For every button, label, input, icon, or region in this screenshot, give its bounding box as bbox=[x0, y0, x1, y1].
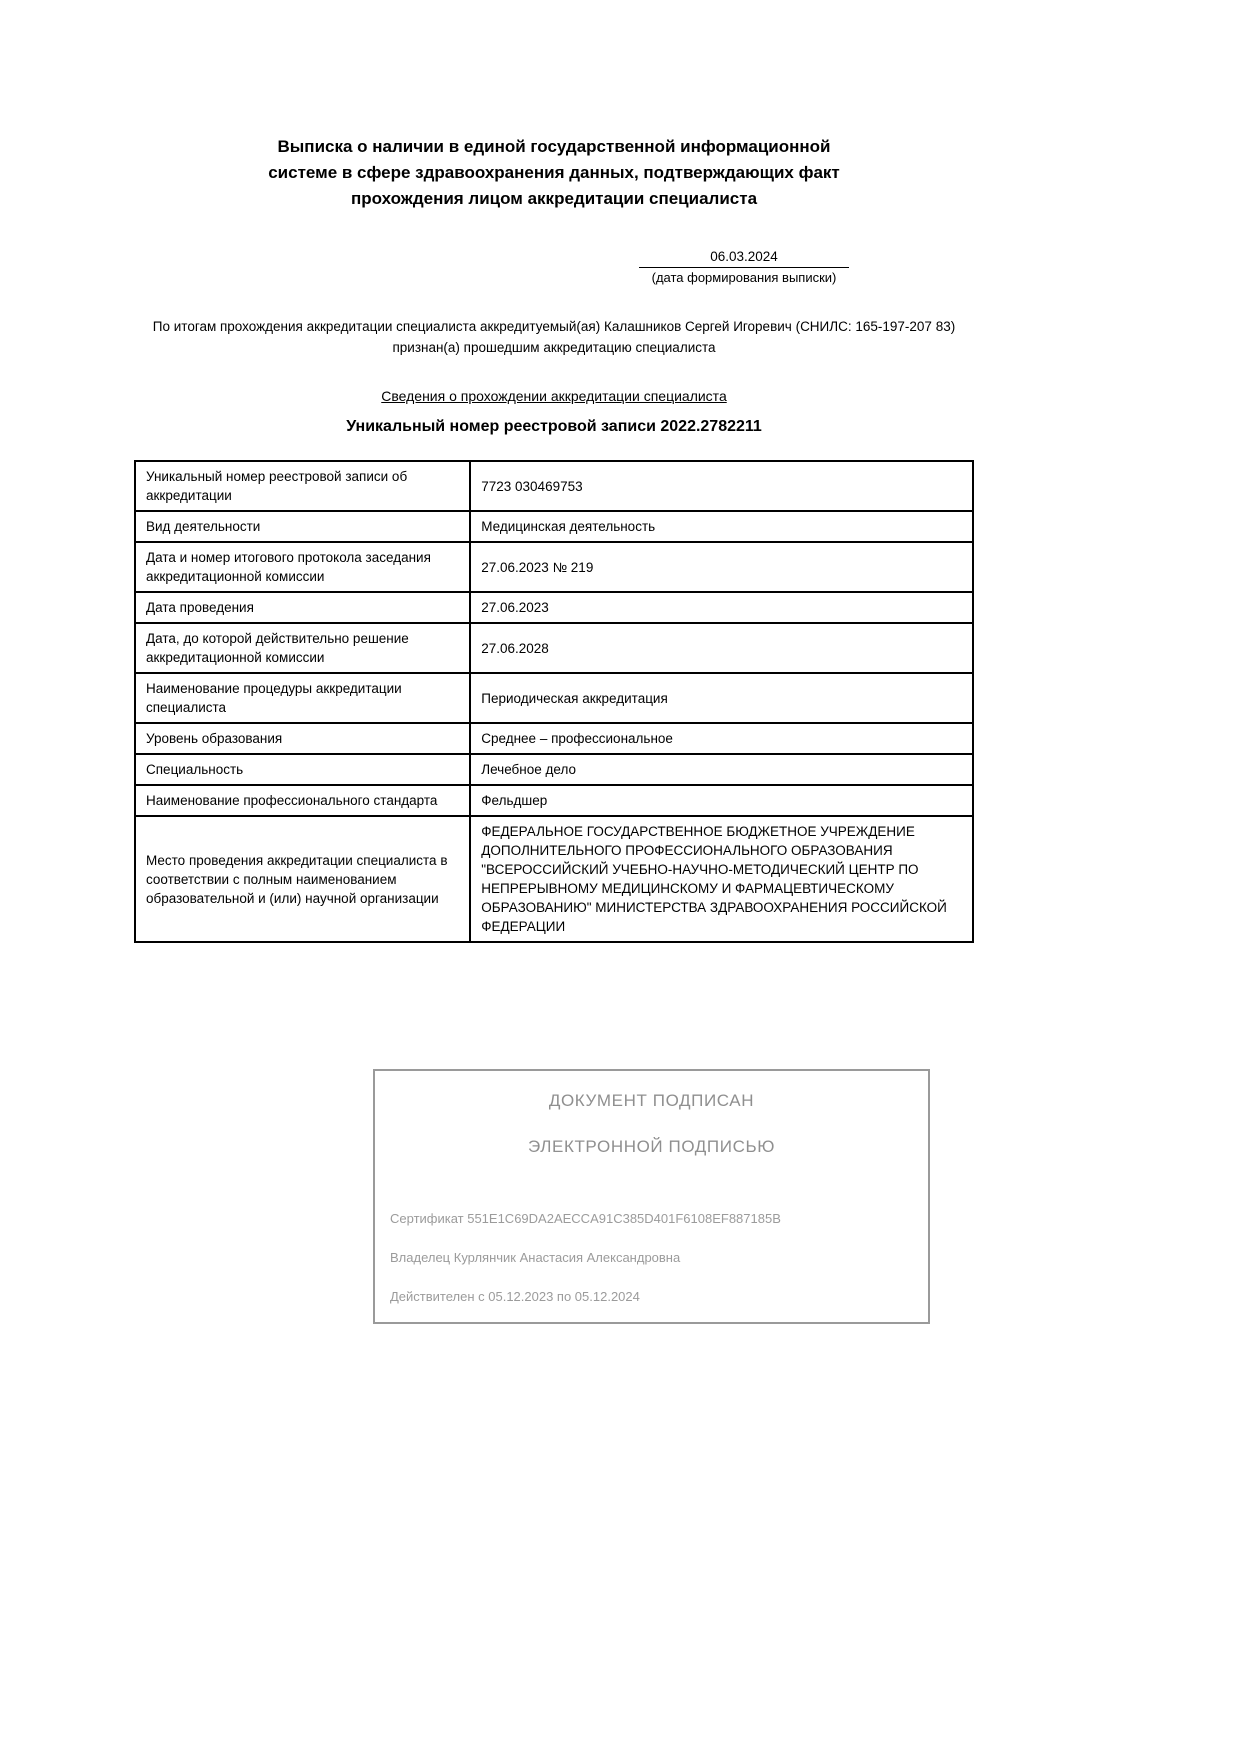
page-title-line-3: прохождения лицом аккредитации специалиста bbox=[350, 189, 758, 208]
table-row bbox=[135, 785, 973, 816]
row-value: Фельдшер bbox=[470, 785, 973, 816]
formation-date-caption: (дата формирования выписки) bbox=[651, 270, 837, 285]
row-label: Наименование процедуры аккредитации специалиста bbox=[135, 673, 470, 723]
row-label: Уникальный номер реестровой записи об аккредитации bbox=[135, 461, 470, 511]
signature-validity: Действителен с 05.12.2023 по 05.12.2024 bbox=[390, 1289, 640, 1304]
electronic-signature-stamp bbox=[373, 1069, 930, 1324]
table-row bbox=[135, 592, 973, 623]
intro-paragraph bbox=[134, 316, 974, 358]
signature-title-line-2: ЭЛЕКТРОННОЙ ПОДПИСЬЮ bbox=[528, 1137, 775, 1156]
row-value: Среднее – профессиональное bbox=[470, 723, 973, 754]
table-row bbox=[135, 623, 973, 673]
row-value: 27.06.2028 bbox=[470, 623, 973, 673]
signature-certificate: Сертификат 551E1C69DA2AECCA91C385D401F6108EF887185B bbox=[390, 1211, 781, 1226]
row-value: 27.06.2023 № 219 bbox=[470, 542, 973, 592]
table-row bbox=[135, 754, 973, 785]
page-title-line-2: системе в сфере здравоохранения данных, подтверждающих факт bbox=[268, 163, 840, 182]
page-title bbox=[134, 134, 974, 212]
signature-details bbox=[390, 1211, 913, 1304]
row-label: Дата, до которой действительно решение аккредитационной комиссии bbox=[135, 623, 470, 673]
record-number-heading: Уникальный номер реестровой записи 2022.2782211 bbox=[346, 418, 762, 435]
row-value: 7723 030469753 bbox=[470, 461, 973, 511]
signature-title-line-1: ДОКУМЕНТ ПОДПИСАН bbox=[548, 1091, 755, 1110]
section-heading: Сведения о прохождении аккредитации специалиста bbox=[381, 388, 727, 404]
row-value: Периодическая аккредитация bbox=[470, 673, 973, 723]
row-value: Медицинская деятельность bbox=[470, 511, 973, 542]
row-label: Наименование профессионального стандарта bbox=[135, 785, 470, 816]
row-label: Дата проведения bbox=[135, 592, 470, 623]
intro-line-2: признан(а) прошедшим аккредитацию специалиста bbox=[392, 340, 716, 355]
table-row bbox=[135, 542, 973, 592]
row-label: Специальность bbox=[135, 754, 470, 785]
row-label: Вид деятельности bbox=[135, 511, 470, 542]
table-row bbox=[135, 673, 973, 723]
formation-date: 06.03.2024 bbox=[639, 249, 849, 268]
signature-owner: Владелец Курлянчик Анастасия Александровна bbox=[390, 1250, 681, 1265]
accreditation-table bbox=[134, 460, 974, 943]
row-value: ФЕДЕРАЛЬНОЕ ГОСУДАРСТВЕННОЕ БЮДЖЕТНОЕ УЧРЕЖДЕНИЕ ДОПОЛНИТЕЛЬНОГО ПРОФЕССИОНАЛЬНОГО ОБРАЗОВАНИЯ "ВСЕРОССИЙСКИЙ УЧЕБНО-НАУЧНО-МЕТОДИЧЕСКИЙ ЦЕНТР ПО НЕПРЕРЫВНОМУ МЕДИЦИНСКОМУ И ФАРМАЦЕВТИЧЕСКОМУ ОБРАЗОВАНИЮ" МИНИСТЕРСТВА ЗДРАВООХРАНЕНИЯ РОССИЙСКОЙ ФЕДЕРАЦИИ bbox=[470, 816, 973, 942]
table-row bbox=[135, 723, 973, 754]
table-row bbox=[135, 461, 973, 511]
row-value: Лечебное дело bbox=[470, 754, 973, 785]
intro-line-1: По итогам прохождения аккредитации специалиста аккредитуемый(ая) Калашников Сергей Игоревич (СНИЛС: 165-197-207 83) bbox=[152, 319, 956, 334]
page-title-line-1: Выписка о наличии в единой государственной информационной bbox=[277, 137, 831, 156]
row-label: Уровень образования bbox=[135, 723, 470, 754]
document-page bbox=[134, 0, 974, 1324]
row-value: 27.06.2023 bbox=[470, 592, 973, 623]
table-row bbox=[135, 816, 973, 942]
formation-date-block bbox=[639, 249, 849, 285]
row-label: Дата и номер итогового протокола заседания аккредитационной комиссии bbox=[135, 542, 470, 592]
row-label: Место проведения аккредитации специалиста в соответствии с полным наименованием образовательной и (или) научной организации bbox=[135, 816, 470, 942]
table-row bbox=[135, 511, 973, 542]
